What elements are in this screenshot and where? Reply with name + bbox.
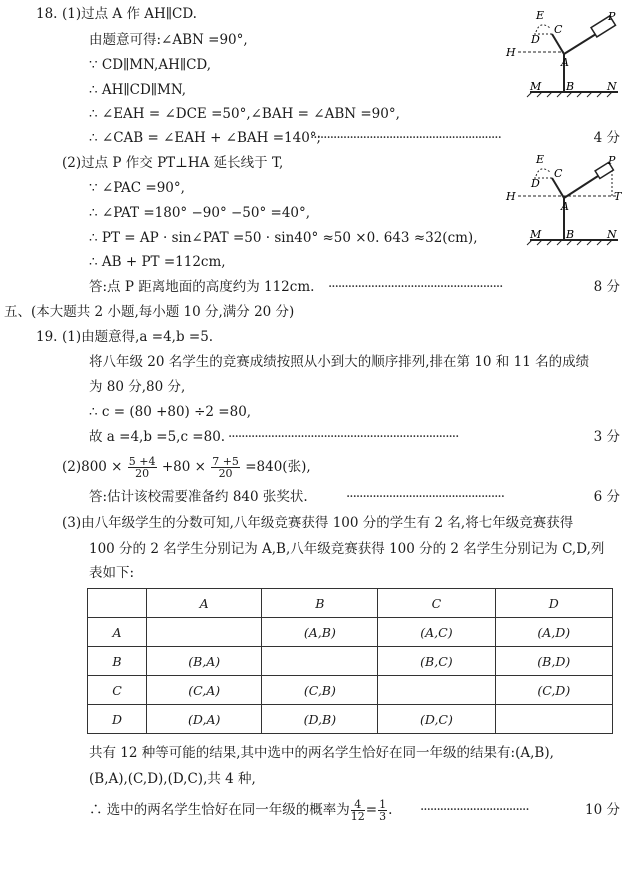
dot-leader: ················································ [346, 489, 504, 505]
q18-p1-line: ∵ CD∥MN,AH∥CD, [89, 57, 212, 73]
q19-number: 19. [36, 329, 58, 345]
q19-p3-probability [89, 793, 392, 827]
label-A: A [561, 200, 569, 213]
dot-leader: ·························································· [310, 130, 501, 146]
table-cell: C [378, 589, 495, 618]
fraction [351, 799, 365, 822]
prob-suffix: . [388, 802, 393, 818]
table-cell: (B,C) [378, 647, 495, 676]
q18-p1-line: ∴ ∠CAB = ∠EAH + ∠BAH =140°; [89, 130, 322, 146]
q19-p3-line: (3)由八年级学生的分数可知,八年级竞赛获得 100 分的学生有 2 名,将七年级竞赛获得 [62, 515, 574, 531]
table-cell [262, 647, 378, 676]
q18-p2-intro: (2)过点 P 作交 PT⊥HA 延长线于 T, [62, 155, 284, 171]
q18-p1-score: 4 分 [593, 130, 620, 146]
q18-figure-1 [500, 6, 624, 98]
table-row [88, 647, 613, 676]
label-C: C [554, 167, 563, 180]
table-cell: A [147, 589, 262, 618]
dot-leader: ······································································ [228, 429, 459, 445]
label-E: E [536, 9, 545, 22]
equals: = [365, 802, 378, 818]
q18-p2-line: ∴ PT = AP · sin∠PAT =50 · sin40° ≈50 ×0. 643 ≈32(cm), [89, 230, 478, 246]
q19-p1-line: ∴ c = (80 +80) ÷2 =80, [89, 404, 252, 420]
expr-mid: +80 × [161, 459, 206, 475]
fraction-numerator: 4 [351, 799, 365, 811]
label-P: P [608, 10, 616, 23]
q18-p1-line: ∴ AH∥CD∥MN, [89, 82, 187, 98]
fraction [128, 456, 157, 479]
label-E: E [536, 153, 545, 166]
outcome-table [87, 588, 613, 734]
table-cell: (D,C) [378, 705, 495, 734]
table-row [88, 618, 613, 647]
q19-p1-score: 3 分 [593, 429, 620, 445]
fraction-numerator: 5 +4 [128, 455, 156, 468]
dot-leader: ····················································· [328, 279, 503, 295]
label-N: N [607, 80, 617, 93]
table-cell: (C,B) [262, 676, 378, 705]
q18-p1-line: ∴ ∠EAH = ∠DCE =50°,∠BAH = ∠ABN =90°, [89, 106, 400, 122]
q19-p1-line: (1)由题意得,a =4,b =5. [62, 329, 214, 345]
label-C: C [554, 23, 563, 36]
table-cell: B [88, 647, 147, 676]
label-H: H [506, 46, 516, 59]
label-M: M [530, 80, 542, 93]
q18-p2-score: 8 分 [593, 279, 620, 295]
table-row [88, 705, 613, 734]
q19-p3-line: 100 分的 2 名学生分别记为 A,B,八年级竞赛获得 100 分的 2 名学生分别记为 C,D,列 [89, 541, 605, 557]
table-cell: (B,A) [147, 647, 262, 676]
label-A: A [561, 56, 569, 69]
table-cell: (A,D) [495, 618, 612, 647]
label-H: H [506, 190, 516, 203]
q19-p3-line: 表如下: [89, 565, 135, 581]
table-cell: (D,A) [147, 705, 262, 734]
table-cell [88, 589, 147, 618]
q19-p1-line: 将八年级 20 名学生的竞赛成绩按照从小到大的顺序排列,排在第 10 和 11 名的成绩 [89, 354, 590, 370]
q18-p2-line: ∴ AB + PT =112cm, [89, 254, 226, 270]
fraction [211, 456, 240, 479]
q18-figure-2 [500, 150, 624, 246]
q19-p2-score: 6 分 [593, 489, 620, 505]
table-cell: (A,B) [262, 618, 378, 647]
q19-p2-expression [62, 450, 311, 484]
fraction-denominator: 20 [218, 467, 233, 480]
q18-number: 18. [36, 6, 58, 22]
table-cell: (C,D) [495, 676, 612, 705]
fraction [378, 799, 387, 822]
label-M: M [530, 228, 542, 241]
fraction-denominator: 3 [379, 810, 387, 823]
fraction-numerator: 1 [379, 798, 387, 811]
label-T: T [614, 190, 622, 203]
table-header-row [88, 589, 613, 618]
table-cell: C [88, 676, 147, 705]
q19-p3-conclusion: (B,A),(C,D),(D,C),共 4 种, [89, 771, 256, 787]
table-cell [495, 705, 612, 734]
table-cell: (A,C) [378, 618, 495, 647]
table-cell: (C,A) [147, 676, 262, 705]
fraction-numerator: 7 +5 [212, 455, 239, 468]
fraction-denominator: 12 [350, 810, 365, 823]
expr-suffix: =840(张), [245, 459, 311, 475]
q19-p3-conclusion: 共有 12 种等可能的结果,其中选中的两名学生恰好在同一年级的结果有:(A,B), [89, 745, 554, 761]
fraction-denominator: 20 [135, 467, 150, 480]
label-N: N [607, 228, 617, 241]
q18-p1-line: 由题意可得:∠ABN =90°, [89, 32, 248, 48]
table-cell: A [88, 618, 147, 647]
q19-p1-line: 为 80 分,80 分, [89, 379, 186, 395]
table-cell: D [88, 705, 147, 734]
table-cell: (D,B) [262, 705, 378, 734]
expr-prefix: (2)800 × [62, 459, 123, 475]
table-cell [147, 618, 262, 647]
section-heading: 五、(本大题共 2 小题,每小题 10 分,满分 20 分) [4, 304, 295, 320]
label-D: D [531, 177, 540, 190]
table-cell: (B,D) [495, 647, 612, 676]
table-cell: B [262, 589, 378, 618]
label-B: B [566, 228, 575, 241]
q19-p1-line: 故 a =4,b =5,c =80. [89, 429, 226, 445]
q18-p2-answer: 答:点 P 距离地面的高度约为 112cm. [89, 279, 315, 295]
table-row [88, 676, 613, 705]
q19-p3-score: 10 分 [585, 802, 620, 818]
q19-p2-answer: 答:估计该校需要准备约 840 张奖状. [89, 489, 308, 505]
prob-prefix: ∴ 选中的两名学生恰好在同一年级的概率为 [89, 802, 350, 818]
table-cell: D [495, 589, 612, 618]
dot-leader: ································· [420, 802, 529, 818]
q18-p2-line: ∴ ∠PAT =180° −90° −50° =40°, [89, 205, 311, 221]
label-B: B [566, 80, 575, 93]
q18-p1-intro: (1)过点 A 作 AH∥CD. [62, 6, 197, 22]
label-D: D [531, 33, 540, 46]
q18-p2-line: ∵ ∠PAC =90°, [89, 180, 185, 196]
label-P: P [608, 154, 616, 167]
table-cell [378, 676, 495, 705]
